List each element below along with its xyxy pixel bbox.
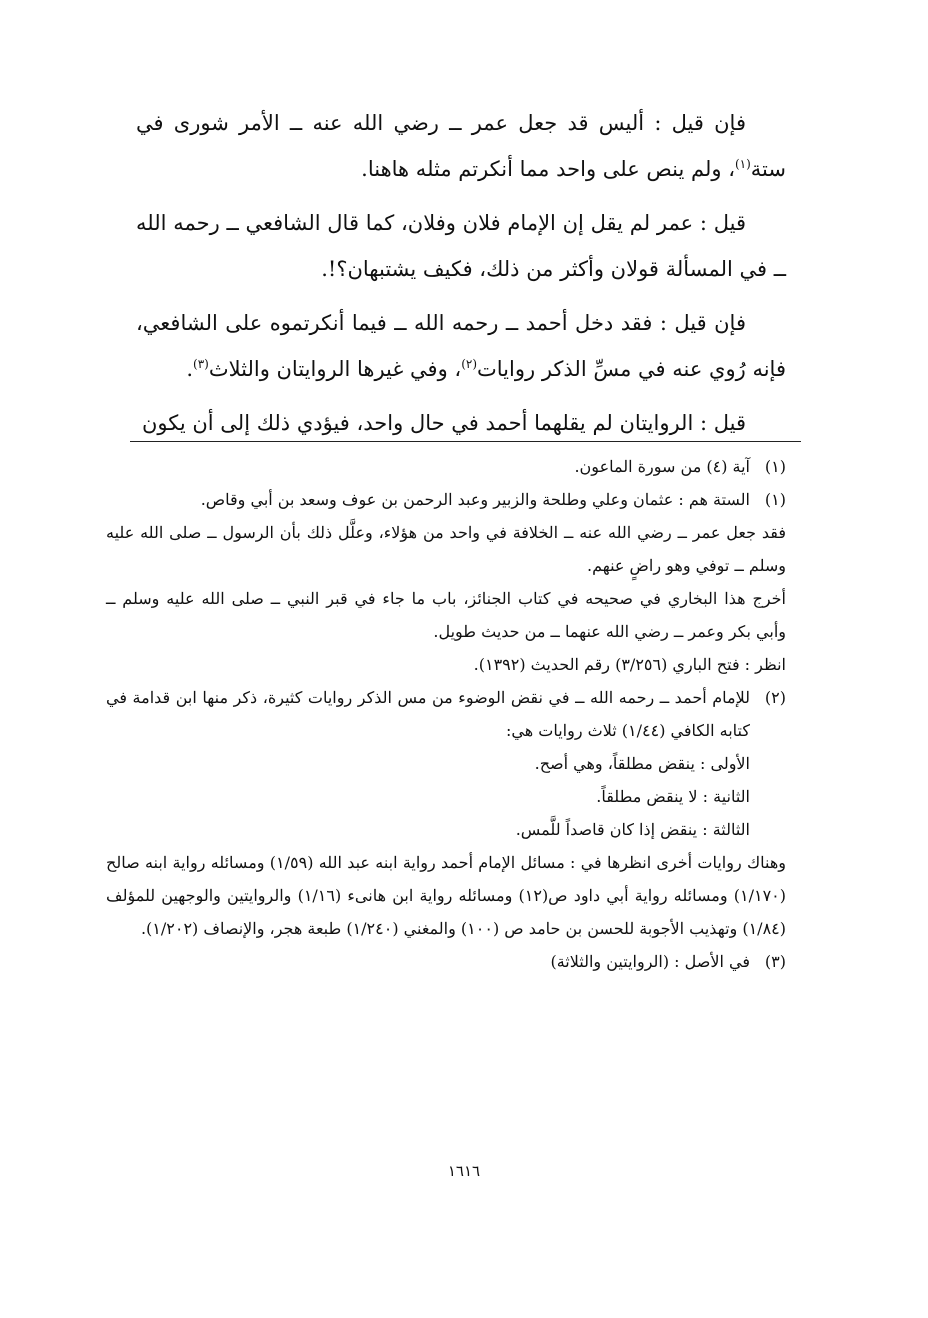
paragraph-3 bbox=[136, 300, 786, 392]
paragraph-1-tail: ، ولم ينص على واحد مما أنكرتم مثله هاهنا. bbox=[361, 157, 735, 181]
footnote-ref-3: (٣) bbox=[193, 357, 209, 371]
paragraph-4: قيل : الروايتان لم يقلهما أحمد في حال واحد، فيؤدي ذلك إلى أن يكون bbox=[141, 411, 746, 435]
footnote-text: في الأصل : (الروايتين والثلاثة) bbox=[550, 952, 750, 971]
footnote-ref-1: (١) bbox=[734, 157, 751, 171]
footnote-text: أخرج هذا البخاري في صحيحه في كتاب الجنائز، باب ما جاء في قبر النبي ــ صلى الله عليه وسلم ــ وأبي بكر وعمر ــ رضي الله عنهما ــ من حديث طويل. bbox=[106, 589, 786, 641]
footnote-text: انظر : فتح الباري (٣/٢٥٦) رقم الحديث (١٣٩٢). bbox=[473, 655, 786, 674]
footnote-list-item: الثالثة : ينقض إذا كان قاصداً للَّمس. bbox=[515, 820, 750, 839]
footnote-text: وهناك روايات أخرى انظرها في : مسائل الإمام أحمد رواية ابنه عبد الله (١/٥٩) ومسائله رواية ابنه صالح (١/١٧٠) ومسائله رواية أبي داود ص(١٢) ومسائله رواية ابن هانىء (١/١٦) والروايتين والوجهين للمؤلف (١/٨٤) وتهذيب الأجوبة للحسن بن حامد ص (١٠٠) والمغني (١/٢٤٠) طبعة هجر، والإنصاف (١/٢٠٢). bbox=[106, 853, 787, 938]
footnote-2-continuation bbox=[106, 846, 786, 945]
footnote-list-item: الأولى : ينقض مطلقاً، وهي أصح. bbox=[534, 754, 750, 773]
paragraph-1-text: فإن قيل : أليس قد جعل عمر ــ رضي الله عنه ــ الأمر شورى في ستة bbox=[136, 111, 786, 181]
footnote-3 bbox=[106, 945, 786, 978]
page-number: ١٦١٦ bbox=[447, 1162, 481, 1180]
footnote-number: (١) bbox=[764, 457, 786, 476]
paragraph-3-end: . bbox=[186, 357, 193, 381]
footnote-text: فقد جعل عمر ــ رضي الله عنه ــ الخلافة في واحد من هؤلاء، وعلَّل ذلك بأن الرسول ــ صلى الله عليه وسلم ــ توفي وهو راضٍ عنهم. bbox=[106, 523, 786, 575]
footnote-0 bbox=[106, 450, 786, 483]
paragraph-2: قيل : عمر لم يقل إن الإمام فلان وفلان، كما قال الشافعي ــ رحمه الله ــ في المسألة قولان وأكثر من ذلك، فكيف يشتبهان؟!. bbox=[136, 211, 786, 281]
footnote-number: (١) bbox=[764, 490, 786, 509]
footnote-text: آية (٤) من سورة الماعون. bbox=[574, 457, 750, 476]
footnote-1-continuation bbox=[106, 516, 786, 681]
footnote-number: (٣) bbox=[764, 952, 786, 971]
paragraph-1 bbox=[136, 100, 786, 192]
footnote-separator bbox=[130, 441, 801, 442]
footnote-ref-2: (٢) bbox=[461, 357, 478, 371]
footnote-text: الستة هم : عثمان وعلي وطلحة والزبير وعبد الرحمن بن عوف وسعد بن أبي وقاص. bbox=[200, 490, 750, 509]
footnote-1 bbox=[106, 483, 786, 516]
footnote-2 bbox=[106, 681, 786, 846]
main-text bbox=[136, 100, 786, 454]
footnote-text: للإمام أحمد ــ رحمه الله ــ في نقض الوضوء من مس الذكر روايات كثيرة، ذكر منها ابن قدامة في كتابه الكافي (١/٤٤) ثلاث روايات هي: bbox=[106, 688, 750, 740]
paragraph-3-mid: ، وفي غيرها الروايتان والثلاث bbox=[208, 357, 462, 381]
paragraph-3-text: فإن قيل : فقد دخل أحمد ــ رحمه الله ــ فيما أنكرتموه على الشافعي، فإنه رُوي عنه في مسِّ الذكر روايات bbox=[136, 311, 786, 381]
footnotes bbox=[106, 450, 786, 978]
footnote-number: (٢) bbox=[764, 688, 786, 707]
footnote-list-item: الثانية : لا ينقض مطلقاً. bbox=[596, 787, 750, 806]
